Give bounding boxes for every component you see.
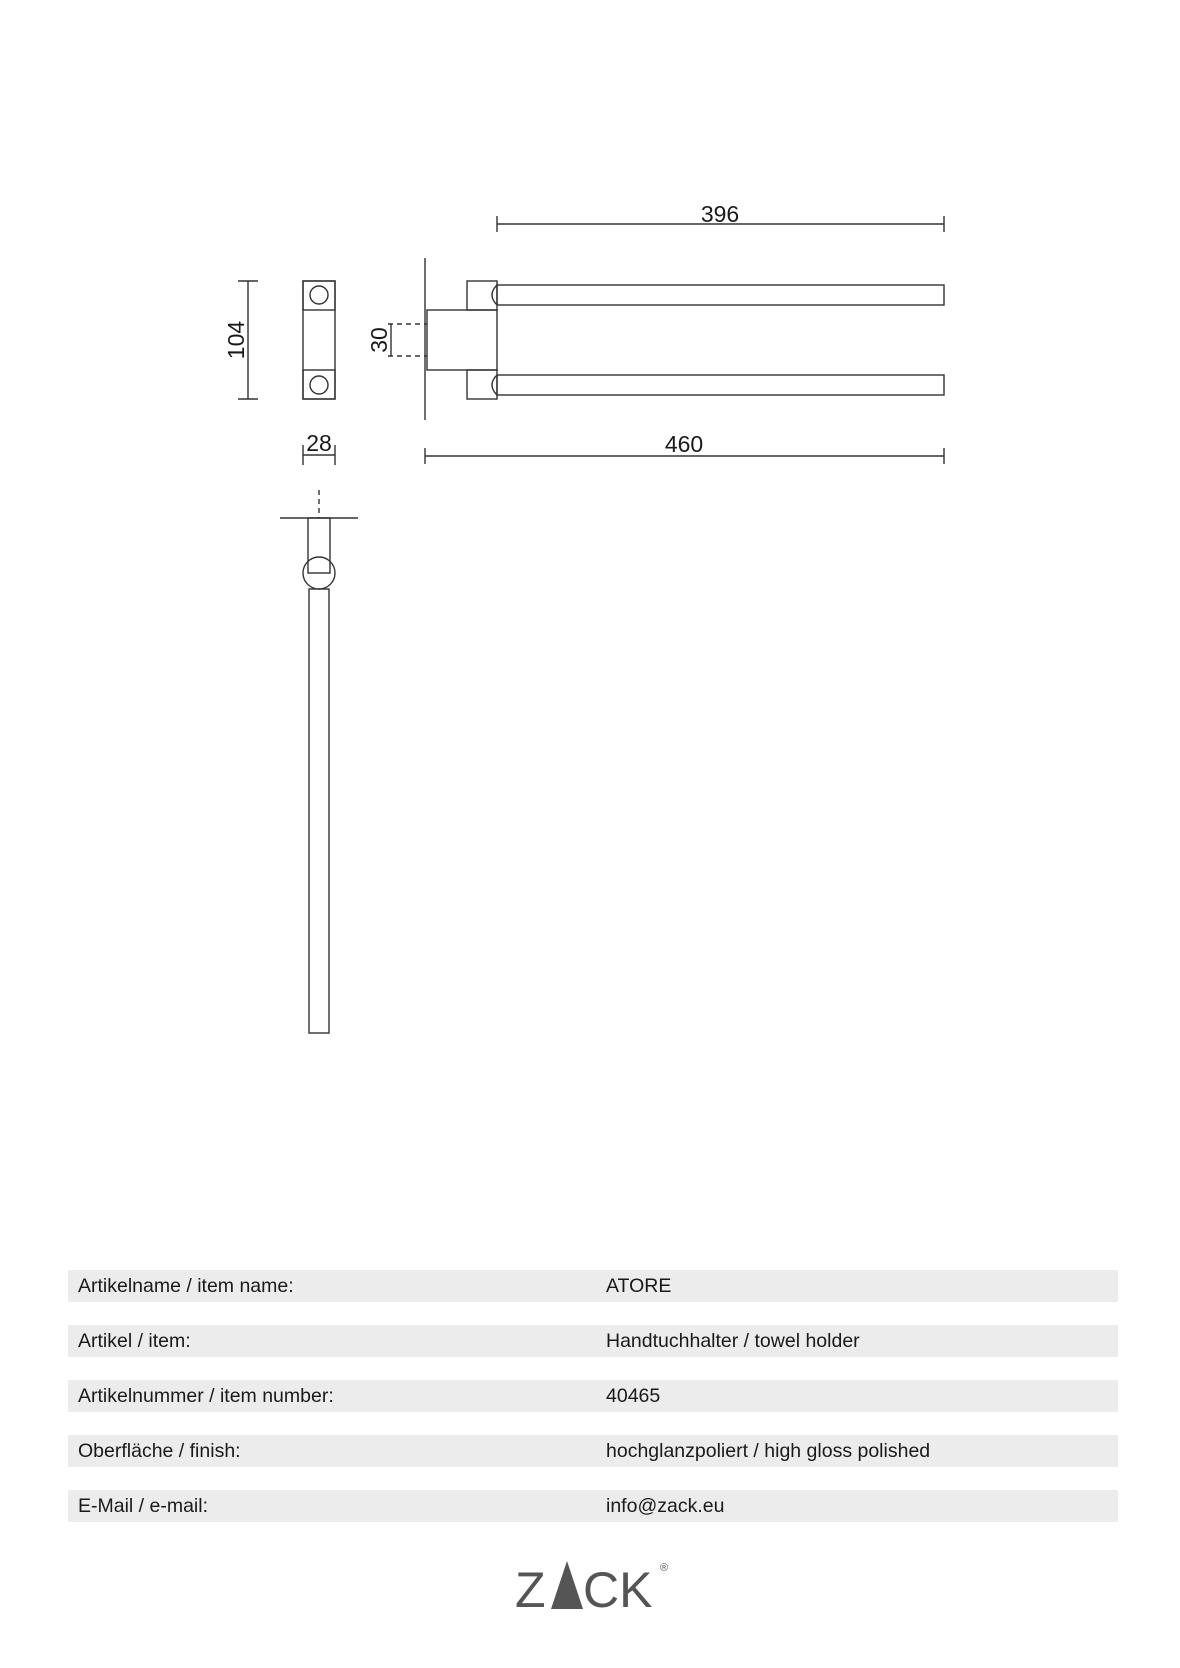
wall-mount-block <box>427 310 497 370</box>
spec-row-email <box>68 1490 1118 1522</box>
dimension-height-label: 104 <box>223 320 249 360</box>
spec-value: Handtuchhalter / towel holder <box>606 1330 860 1352</box>
spec-row-finish <box>68 1435 1118 1467</box>
spec-value: hochglanzpoliert / high gloss polished <box>606 1440 931 1462</box>
end-view-body <box>303 281 335 399</box>
dimension-mount <box>366 324 427 356</box>
spec-row-item-name <box>68 1270 1118 1302</box>
logo-registered-mark: ® <box>660 1562 669 1574</box>
spec-value: 40465 <box>606 1385 661 1407</box>
zack-logo <box>515 1555 675 1615</box>
dimension-total-length <box>425 431 944 464</box>
spec-row-item <box>68 1325 1118 1357</box>
top-view-bar <box>309 589 329 1033</box>
dimension-width <box>303 430 335 465</box>
spec-value: ATORE <box>606 1275 672 1297</box>
logo-letter-z: Z <box>515 1562 546 1615</box>
spec-label: Artikelname / item name: <box>78 1275 294 1297</box>
logo-triangle <box>551 1561 583 1609</box>
dimension-height <box>223 281 258 399</box>
dimension-bar-length <box>497 201 944 232</box>
front-view <box>425 258 944 420</box>
upper-towel-bar <box>497 285 944 305</box>
spec-table <box>68 1270 1118 1545</box>
dimension-total-length-label: 460 <box>664 431 704 457</box>
lower-towel-bar <box>497 375 944 395</box>
spec-label: E-Mail / e-mail: <box>78 1495 209 1517</box>
end-view-top-hole <box>310 286 328 304</box>
top-view-mount <box>308 518 330 573</box>
spec-label: Artikel / item: <box>78 1330 191 1352</box>
end-view-bottom-hole <box>310 376 328 394</box>
spec-label: Artikelnummer / item number: <box>78 1385 334 1407</box>
dimension-bar-length-label: 396 <box>700 201 740 227</box>
spec-value: info@zack.eu <box>606 1495 725 1517</box>
top-view <box>280 490 358 1033</box>
logo-letters-ck: CK <box>583 1562 653 1615</box>
dimension-mount-label: 30 <box>366 327 392 353</box>
dimension-width-label: 28 <box>306 430 332 456</box>
spec-label: Oberfläche / finish: <box>78 1440 241 1462</box>
end-view <box>303 281 335 399</box>
spec-row-item-number <box>68 1380 1118 1412</box>
